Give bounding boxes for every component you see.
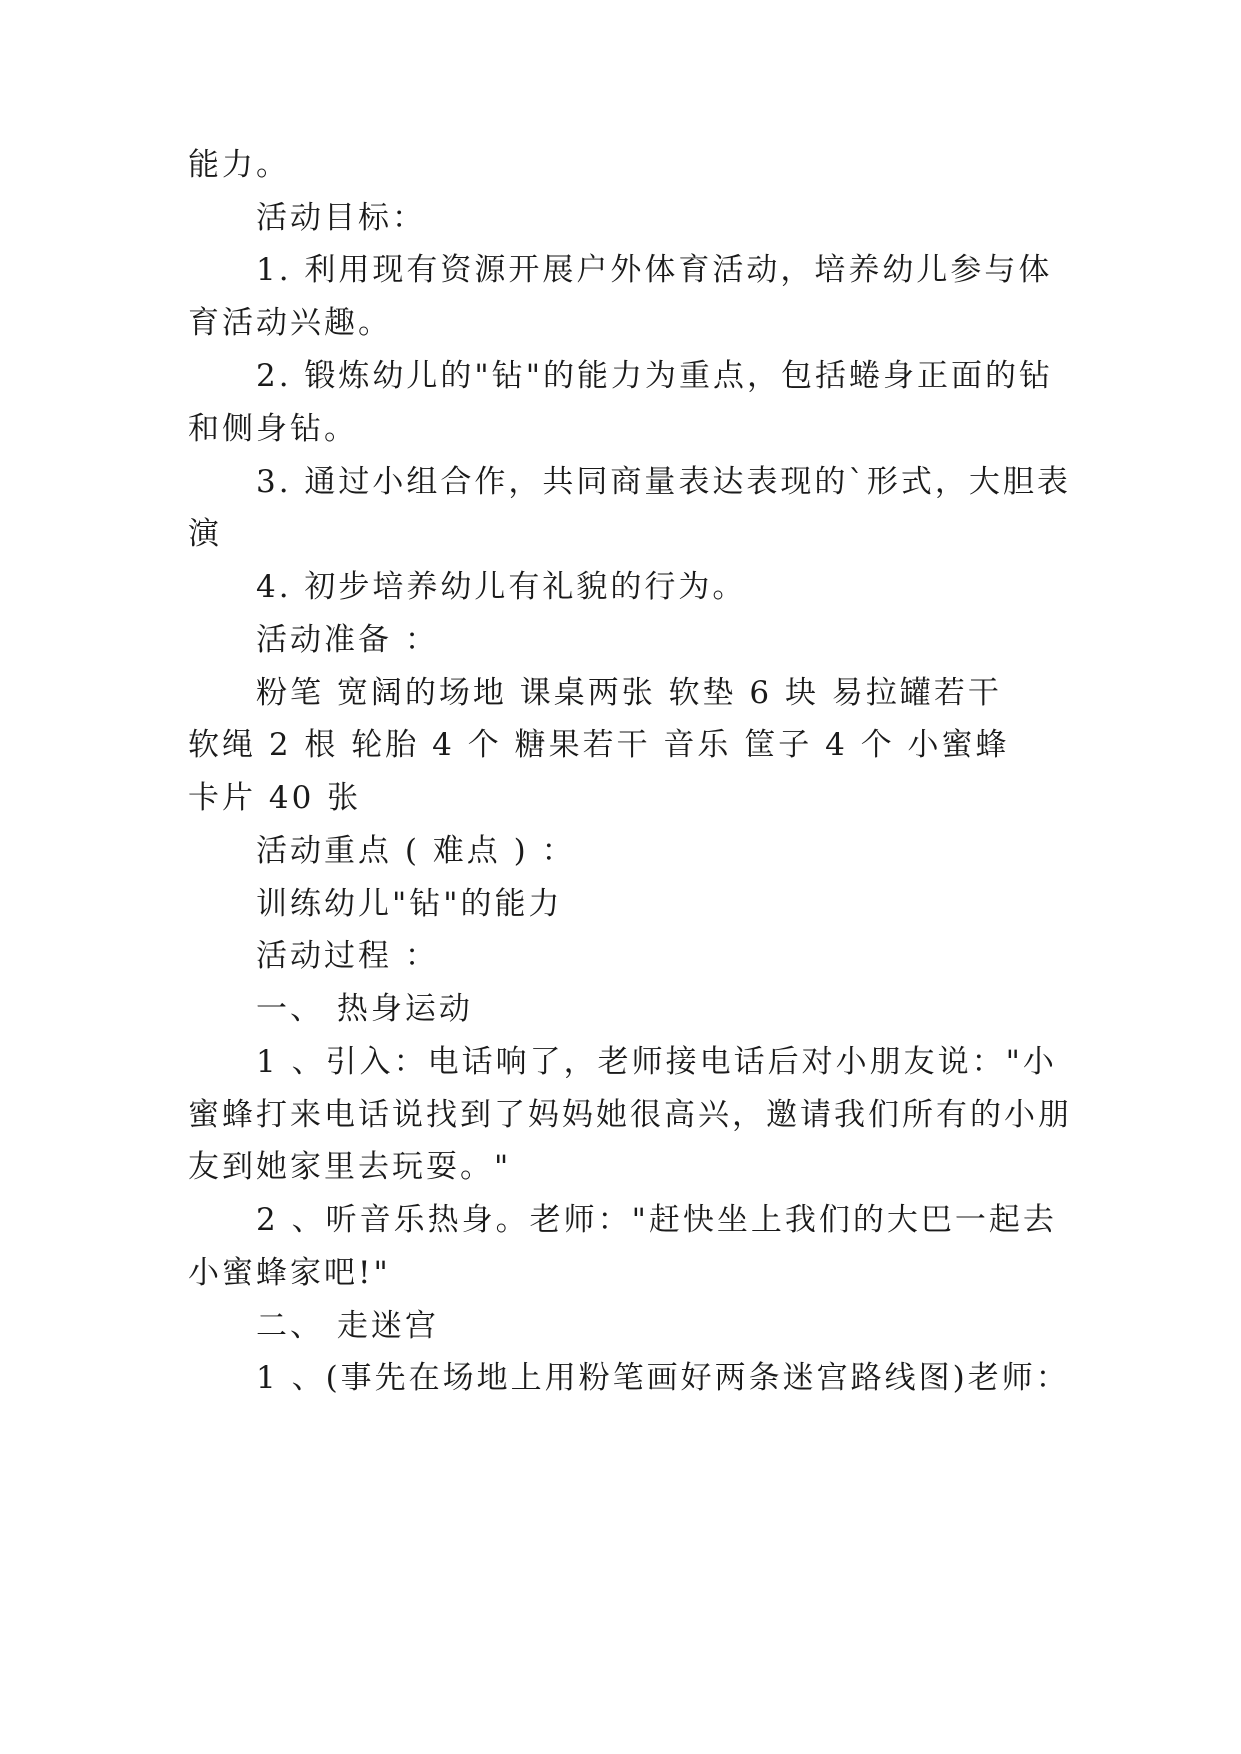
text-line: 1 、引入：电话响了，老师接电话后对小朋友说："小 — [256, 1044, 1057, 1080]
text-line: 1. 利用现有资源开展户外体育活动，培养幼儿参与体 — [256, 252, 1053, 288]
text-line: 软绳 2 根 轮胎 4 个 糖果若干 音乐 筐子 4 个 小蜜蜂 — [188, 727, 1010, 763]
text-line: 2 、听音乐热身。老师："赶快坐上我们的大巴一起去 — [256, 1202, 1057, 1238]
text-line: 粉笔 宽阔的场地 课桌两张 软垫 6 块 易拉罐若干 — [256, 675, 1002, 711]
text-line: 和侧身钻。 — [188, 411, 358, 447]
text-line: 育活动兴趣。 — [188, 305, 392, 341]
text-line: 蜜蜂打来电话说找到了妈妈她很高兴，邀请我们所有的小朋 — [188, 1097, 1072, 1133]
text-line: 2. 锻炼幼儿的"钻"的能力为重点，包括蜷身正面的钻 — [256, 358, 1053, 394]
subsection-heading: 一、 热身运动 — [256, 991, 473, 1027]
text-line: 能力。 — [188, 147, 290, 183]
section-heading: 活动过程 ： — [256, 938, 439, 974]
subsection-heading: 二、 走迷宫 — [256, 1308, 439, 1344]
text-line: 训练幼儿"钻"的能力 — [256, 886, 563, 922]
section-heading: 活动重点 ( 难点 ) ： — [256, 833, 576, 869]
section-heading: 活动目标： — [256, 200, 426, 236]
text-line: 小蜜蜂家吧!" — [188, 1255, 391, 1291]
text-line: 卡片 40 张 — [188, 780, 362, 816]
text-line: 演 — [188, 516, 222, 552]
text-line: 3. 通过小组合作，共同商量表达表现的`形式，大胆表 — [256, 464, 1071, 500]
section-heading: 活动准备 ： — [256, 622, 439, 658]
text-line: 4. 初步培养幼儿有礼貌的行为。 — [256, 569, 747, 605]
text-line: 1 、(事先在场地上用粉笔画好两条迷宫路线图)老师： — [256, 1360, 1070, 1396]
text-line: 友到她家里去玩耍。" — [188, 1149, 512, 1185]
